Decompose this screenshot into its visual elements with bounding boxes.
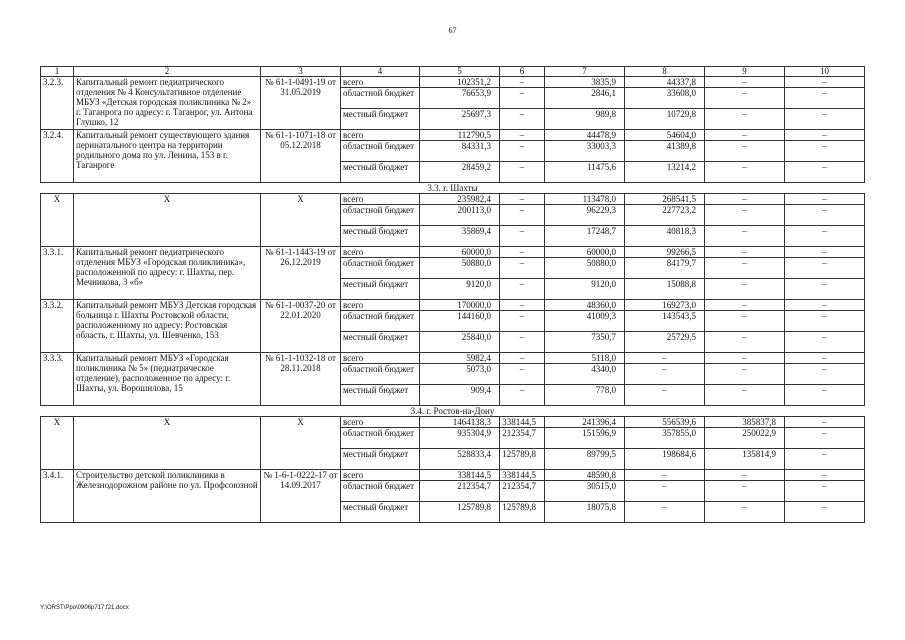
- amount-cell: 84331,3: [420, 141, 500, 162]
- amount-cell: –: [705, 130, 785, 141]
- amount-cell: 1464138,3: [420, 417, 500, 428]
- amount-cell: 28459,2: [420, 162, 500, 183]
- amount-cell: 44337,8: [625, 77, 705, 88]
- amount-cell: –: [785, 332, 865, 353]
- amount-cell: –: [785, 449, 865, 470]
- permit-document: № 61-1-0037-20 от 22.01.2020: [261, 300, 341, 353]
- amount-cell: –: [705, 481, 785, 502]
- amount-cell: 13214,2: [625, 162, 705, 183]
- item-name: Капитальный ремонт МБУЗ Детская городская больница г. Шахты Ростовской области, расположенному по адресу: Ростовская область, г. Шахты, ул. Шевченко, 153: [74, 300, 261, 353]
- amount-cell: 41389,8: [625, 141, 705, 162]
- table-row: [41, 353, 865, 364]
- amount-cell: 268541,5: [625, 194, 705, 205]
- amount-cell: –: [785, 162, 865, 183]
- col-header: 3: [261, 67, 341, 77]
- amount-cell: 7350,7: [545, 332, 625, 353]
- x-marker: Х: [74, 194, 261, 247]
- amount-cell: 909,4: [420, 385, 500, 406]
- permit-document: № 61-1-1443-19 от 26.12.2019: [261, 247, 341, 300]
- amount-cell: –: [500, 194, 545, 205]
- funding-source: всего: [341, 77, 420, 88]
- amount-cell: –: [785, 226, 865, 247]
- amount-cell: 151596,9: [545, 428, 625, 449]
- amount-cell: 143543,5: [625, 311, 705, 332]
- funding-source: местный бюджет: [341, 502, 420, 523]
- permit-document: № 61-1-1071-18 от 05.12.2018: [261, 130, 341, 183]
- x-marker: Х: [41, 417, 74, 470]
- item-number: 3.4.1.: [41, 470, 74, 523]
- amount-cell: 112790,5: [420, 130, 500, 141]
- amount-cell: 200113,0: [420, 205, 500, 226]
- funding-source: всего: [341, 417, 420, 428]
- funding-source: местный бюджет: [341, 332, 420, 353]
- amount-cell: 25840,0: [420, 332, 500, 353]
- amount-cell: –: [500, 279, 545, 300]
- amount-cell: –: [785, 130, 865, 141]
- amount-cell: –: [625, 385, 705, 406]
- amount-cell: –: [705, 279, 785, 300]
- amount-cell: –: [705, 109, 785, 130]
- amount-cell: 528833,4: [420, 449, 500, 470]
- amount-cell: 40818,3: [625, 226, 705, 247]
- amount-cell: 17248,7: [545, 226, 625, 247]
- amount-cell: –: [785, 279, 865, 300]
- amount-cell: 125789,8: [420, 502, 500, 523]
- page-number: 67: [448, 26, 457, 35]
- amount-cell: 989,8: [545, 109, 625, 130]
- amount-cell: –: [705, 300, 785, 311]
- amount-cell: 15088,8: [625, 279, 705, 300]
- funding-source: всего: [341, 300, 420, 311]
- amount-cell: –: [500, 77, 545, 88]
- amount-cell: 89799,5: [545, 449, 625, 470]
- amount-cell: 84179,7: [625, 258, 705, 279]
- amount-cell: 54604,0: [625, 130, 705, 141]
- col-header: 6: [500, 67, 545, 77]
- amount-cell: 338144,5: [500, 470, 545, 481]
- item-number: 3.2.3.: [41, 77, 74, 130]
- amount-cell: 125789,8: [500, 502, 545, 523]
- amount-cell: 235982,4: [420, 194, 500, 205]
- amount-cell: –: [705, 332, 785, 353]
- col-header: 9: [705, 67, 785, 77]
- amount-cell: –: [500, 353, 545, 364]
- amount-cell: 170000,0: [420, 300, 500, 311]
- amount-cell: 212354,7: [500, 428, 545, 449]
- col-header: 1: [41, 67, 74, 77]
- table-row: [41, 130, 865, 141]
- amount-cell: –: [705, 162, 785, 183]
- amount-cell: 198684,6: [625, 449, 705, 470]
- amount-cell: 96229,3: [545, 205, 625, 226]
- funding-source: областной бюджет: [341, 141, 420, 162]
- funding-source: всего: [341, 194, 420, 205]
- amount-cell: 212354,7: [500, 481, 545, 502]
- amount-cell: –: [500, 130, 545, 141]
- amount-cell: –: [705, 364, 785, 385]
- amount-cell: –: [785, 88, 865, 109]
- amount-cell: 50880,0: [545, 258, 625, 279]
- amount-cell: 338144,5: [420, 470, 500, 481]
- amount-cell: 338144,5: [500, 417, 545, 428]
- permit-document: № 61-1-1032-18 от 28.11.2018: [261, 353, 341, 406]
- amount-cell: –: [500, 258, 545, 279]
- amount-cell: 11475,6: [545, 162, 625, 183]
- item-name: Капитальный ремонт педиатрического отделения № 4 Консультативное отделение МБУЗ «Детская городская поликлиника № 2» г. Таганрога по адресу: г. Таганрог, ул. Антона Глушко, 12: [74, 77, 261, 130]
- amount-cell: 5073,0: [420, 364, 500, 385]
- amount-cell: –: [500, 109, 545, 130]
- amount-cell: 135814,9: [705, 449, 785, 470]
- amount-cell: –: [785, 481, 865, 502]
- amount-cell: 33608,0: [625, 88, 705, 109]
- amount-cell: –: [785, 300, 865, 311]
- amount-cell: 33003,3: [545, 141, 625, 162]
- funding-source: всего: [341, 470, 420, 481]
- amount-cell: –: [500, 226, 545, 247]
- amount-cell: –: [500, 385, 545, 406]
- x-marker: Х: [261, 194, 341, 247]
- amount-cell: –: [785, 417, 865, 428]
- amount-cell: –: [500, 205, 545, 226]
- permit-document: № 61-1-0491-19 от 31.05.2019: [261, 77, 341, 130]
- funding-source: всего: [341, 247, 420, 258]
- item-name: Капитальный ремонт МБУЗ «Городская поликлиника № 5» (педиатрическое отделение), расположенное по адресу: г. Шахты, ул. Ворошилова, 15: [74, 353, 261, 406]
- permit-document: № 1-6-1-0222-17 от 14.09.2017: [261, 470, 341, 523]
- amount-cell: 935304,9: [420, 428, 500, 449]
- amount-cell: 385837,8: [705, 417, 785, 428]
- file-path-footer: Y:\ORST\Ppo\0906p717.f21.docx: [40, 605, 129, 611]
- amount-cell: 5982,4: [420, 353, 500, 364]
- amount-cell: 102351,2: [420, 77, 500, 88]
- section-title: 3.3. г. Шахты: [41, 183, 865, 194]
- table-row: [41, 77, 865, 88]
- amount-cell: –: [785, 311, 865, 332]
- item-number: 3.3.2.: [41, 300, 74, 353]
- x-marker: Х: [74, 417, 261, 470]
- amount-cell: –: [785, 364, 865, 385]
- amount-cell: 3835,9: [545, 77, 625, 88]
- amount-cell: –: [785, 385, 865, 406]
- amount-cell: –: [785, 258, 865, 279]
- amount-cell: –: [500, 332, 545, 353]
- item-number: 3.3.3.: [41, 353, 74, 406]
- item-name: Строительство детской поликлиники в Железнодорожном районе по ул. Профсоюзной: [74, 470, 261, 523]
- item-number: 3.2.4.: [41, 130, 74, 183]
- funding-source: местный бюджет: [341, 449, 420, 470]
- amount-cell: –: [500, 364, 545, 385]
- funding-source: областной бюджет: [341, 258, 420, 279]
- amount-cell: 556539,6: [625, 417, 705, 428]
- amount-cell: 48360,0: [545, 300, 625, 311]
- amount-cell: 227723,2: [625, 205, 705, 226]
- col-header: 5: [420, 67, 500, 77]
- funding-source: местный бюджет: [341, 109, 420, 130]
- item-number: 3.3.1.: [41, 247, 74, 300]
- amount-cell: –: [785, 502, 865, 523]
- amount-cell: –: [625, 353, 705, 364]
- amount-cell: –: [785, 194, 865, 205]
- amount-cell: –: [705, 311, 785, 332]
- amount-cell: –: [785, 141, 865, 162]
- amount-cell: 60000,0: [420, 247, 500, 258]
- amount-cell: –: [625, 364, 705, 385]
- funding-source: областной бюджет: [341, 481, 420, 502]
- section-row: [41, 183, 865, 194]
- amount-cell: 25697,3: [420, 109, 500, 130]
- amount-cell: –: [785, 353, 865, 364]
- amount-cell: –: [705, 226, 785, 247]
- amount-cell: –: [705, 502, 785, 523]
- amount-cell: –: [625, 470, 705, 481]
- amount-cell: 212354,7: [420, 481, 500, 502]
- table-row: [41, 300, 865, 311]
- funding-source: местный бюджет: [341, 162, 420, 183]
- amount-cell: –: [705, 247, 785, 258]
- x-marker: Х: [261, 417, 341, 470]
- amount-cell: 2846,1: [545, 88, 625, 109]
- amount-cell: 250022,9: [705, 428, 785, 449]
- amount-cell: 113478,0: [545, 194, 625, 205]
- amount-cell: –: [500, 247, 545, 258]
- amount-cell: 144160,0: [420, 311, 500, 332]
- funding-source: местный бюджет: [341, 226, 420, 247]
- amount-cell: –: [500, 88, 545, 109]
- amount-cell: –: [705, 385, 785, 406]
- amount-cell: –: [705, 141, 785, 162]
- amount-cell: 35869,4: [420, 226, 500, 247]
- amount-cell: 241396,4: [545, 417, 625, 428]
- item-name: Капитальный ремонт существующего здания перинатального центра на территории родильного дома по ул. Ленина, 153 в г. Таганроге: [74, 130, 261, 183]
- amount-cell: 41009,3: [545, 311, 625, 332]
- amount-cell: 10729,8: [625, 109, 705, 130]
- col-header: 4: [341, 67, 420, 77]
- budget-table: [40, 66, 865, 523]
- amount-cell: 778,0: [545, 385, 625, 406]
- funding-source: областной бюджет: [341, 364, 420, 385]
- amount-cell: –: [500, 300, 545, 311]
- amount-cell: 5118,0: [545, 353, 625, 364]
- col-header: 2: [74, 67, 261, 77]
- amount-cell: –: [785, 205, 865, 226]
- amount-cell: –: [785, 77, 865, 88]
- amount-cell: –: [705, 258, 785, 279]
- amount-cell: 9120,0: [420, 279, 500, 300]
- col-header: 7: [545, 67, 625, 77]
- funding-source: местный бюджет: [341, 385, 420, 406]
- amount-cell: 18075,8: [545, 502, 625, 523]
- section-row: [41, 406, 865, 417]
- table-row: [41, 470, 865, 481]
- x-marker: Х: [41, 194, 74, 247]
- total-row: [41, 194, 865, 205]
- total-row: [41, 417, 865, 428]
- amount-cell: 25729,5: [625, 332, 705, 353]
- amount-cell: –: [705, 194, 785, 205]
- amount-cell: 357855,0: [625, 428, 705, 449]
- funding-source: всего: [341, 353, 420, 364]
- amount-cell: 99266,5: [625, 247, 705, 258]
- amount-cell: –: [705, 353, 785, 364]
- funding-source: областной бюджет: [341, 428, 420, 449]
- amount-cell: –: [705, 77, 785, 88]
- col-header: 8: [625, 67, 705, 77]
- col-header: 10: [785, 67, 865, 77]
- amount-cell: 60000,0: [545, 247, 625, 258]
- amount-cell: –: [785, 247, 865, 258]
- amount-cell: –: [500, 162, 545, 183]
- amount-cell: –: [625, 502, 705, 523]
- amount-cell: –: [705, 470, 785, 481]
- amount-cell: 30515,0: [545, 481, 625, 502]
- amount-cell: 169273,0: [625, 300, 705, 311]
- amount-cell: –: [705, 205, 785, 226]
- item-name: Капитальный ремонт педиатрического отделения МБУЗ «Городская поликлиника», расположенной по адресу: г. Шахты, пер. Мечникова, 3 «б»: [74, 247, 261, 300]
- amount-cell: –: [785, 428, 865, 449]
- amount-cell: –: [500, 311, 545, 332]
- funding-source: областной бюджет: [341, 88, 420, 109]
- table-row: [41, 247, 865, 258]
- amount-cell: –: [500, 141, 545, 162]
- amount-cell: –: [785, 109, 865, 130]
- amount-cell: –: [625, 481, 705, 502]
- funding-source: местный бюджет: [341, 279, 420, 300]
- header-row: [41, 67, 865, 77]
- section-title: 3.4. г. Ростов-на-Дону: [41, 406, 865, 417]
- amount-cell: 9120,0: [545, 279, 625, 300]
- amount-cell: 4340,0: [545, 364, 625, 385]
- amount-cell: –: [705, 88, 785, 109]
- funding-source: всего: [341, 130, 420, 141]
- amount-cell: 125789,8: [500, 449, 545, 470]
- funding-source: областной бюджет: [341, 311, 420, 332]
- amount-cell: 44478,9: [545, 130, 625, 141]
- amount-cell: 50880,0: [420, 258, 500, 279]
- funding-source: областной бюджет: [341, 205, 420, 226]
- amount-cell: –: [785, 470, 865, 481]
- amount-cell: 76653,9: [420, 88, 500, 109]
- amount-cell: 48590,8: [545, 470, 625, 481]
